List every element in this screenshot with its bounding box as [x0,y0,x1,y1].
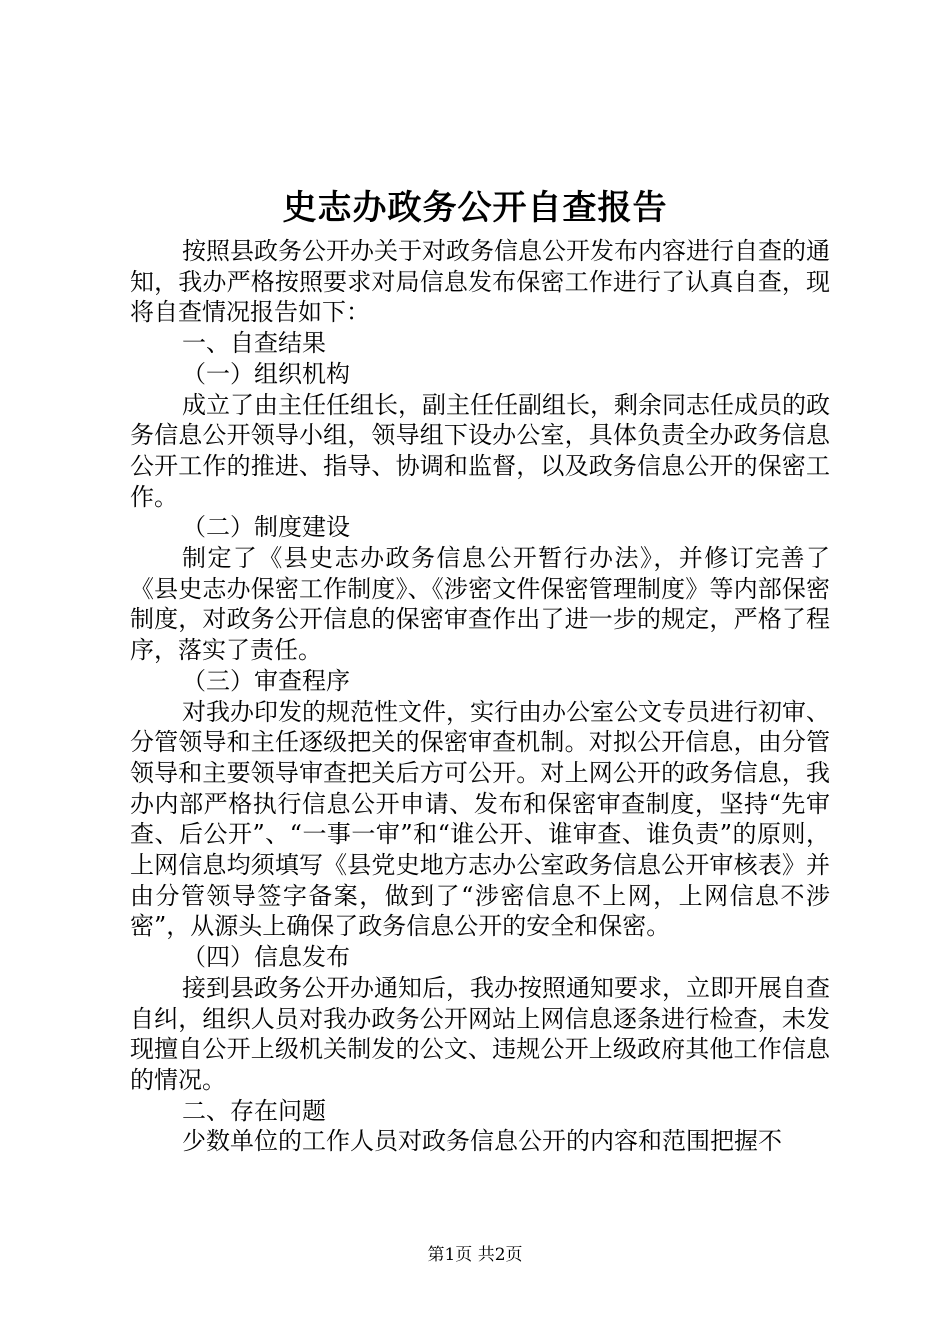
document-body [130,236,830,1157]
paragraph-system: 制定了《县史志办政务信息公开暂行办法》，并修订完善了《县史志办保密工作制度》、《涉密文件保密管理制度》等内部保密制度，对政务公开信息的保密审查作出了进一步的规定，严格了程序，落实了责任。 [130,544,830,665]
paragraph-publishing: 接到县政务公开办通知后，我办按照通知要求，立即开展自查自纠，组织人员对我办政务公开网站上网信息逐条进行检查，未发现擅自公开上级机关制发的公文、违规公开上级政府其他工作信息的情况。 [130,973,830,1094]
paragraph-organization: 成立了由主任任组长，副主任任副组长，剩余同志任成员的政务信息公开领导小组，领导组下设办公室，具体负责全办政务信息公开工作的推进、指导、协调和监督，以及政务信息公开的保密工作。 [130,390,830,511]
page-number-footer: 第1页 共2页 [427,1245,523,1265]
section-heading-results: 一、自查结果 [182,329,326,358]
paragraph-problems: 少数单位的工作人员对政务信息公开的内容和范围把握不 [182,1127,782,1156]
subsection-heading-system: （二）制度建设 [182,513,350,542]
section-heading-problems: 二、存在问题 [182,1096,326,1125]
paragraph-intro: 按照县政务公开办关于对政务信息公开发布内容进行自查的通知，我办严格按照要求对局信息发布保密工作进行了认真自查，现将自查情况报告如下： [130,237,830,327]
subsection-heading-review: （三）审查程序 [182,666,350,695]
paragraph-review: 对我办印发的规范性文件，实行由办公室公文专员进行初审、分管领导和主任逐级把关的保密审查机制。对拟公开信息，由分管领导和主要领导审查把关后方可公开。对上网公开的政务信息，我办内部严格执行信息公开申请、发布和保密审查制度，坚持“先审查、后公开”、“一事一审”和“谁公开、谁审查、谁负责”的原则，上网信息均须填写《县党史地方志办公室政务信息公开审核表》并由分管领导签字备案，做到了“涉密信息不上网，上网信息不涉密”，从源头上确保了政务信息公开的安全和保密。 [130,697,830,941]
subsection-heading-publishing: （四）信息发布 [182,943,350,972]
document-title: 史志办政务公开自查报告 [282,188,668,228]
subsection-heading-organization: （一）组织机构 [182,359,350,388]
